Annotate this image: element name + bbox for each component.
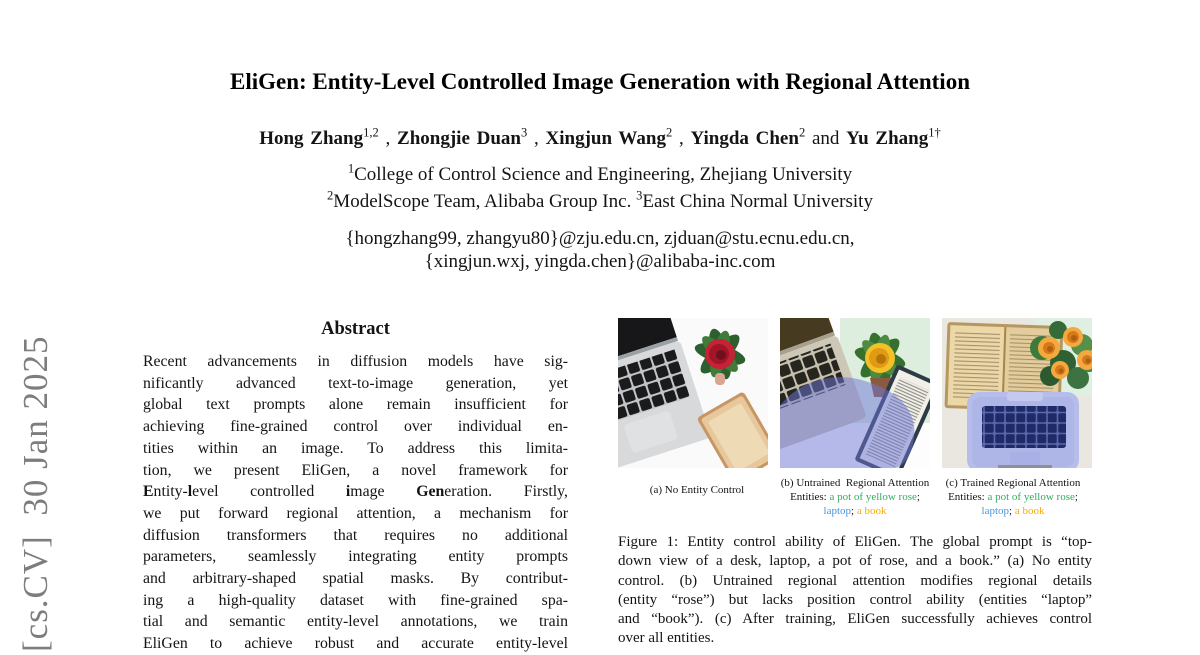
text-line: control. (b) Untrained regional attention modifies regional details [618,572,1092,589]
figure-image-no-entity-control [618,318,768,468]
abstract-body [143,351,568,655]
arxiv-watermark: [cs.CV] 30 Jan 2025 [16,335,55,652]
text-line: Entity-level controlled image Generation. Firstly, [143,483,568,501]
text-line: Figure 1: Entity control ability of EliGen. The global prompt is “top- [618,534,1092,550]
text-line: Entities: a pot of yellow rose; [790,491,920,503]
subcaption-a [618,476,776,518]
text-line: and arbitrary-shaped spatial masks. By contribut- [143,570,568,588]
text-line: ing a high-quality dataset with fine-grained spa- [143,591,568,609]
text-line: parameters, seamlessly integrating entity prompts [143,548,568,566]
text-line: laptop; a book [823,505,887,517]
text-line: we put forward regional attention, a mechanism for [143,504,568,522]
figure-1-subcaptions [618,476,1092,518]
subcaption-b [776,476,934,518]
text-line: (a) No Entity Control [649,484,745,496]
abstract-heading: Abstract [321,319,390,339]
text-line: {hongzhang99, zhangyu80}@zju.edu.cn, zjduan@stu.ecnu.edu.cn, [345,228,855,249]
text-line: (c) Trained Regional Attention [945,477,1081,489]
text-line: $^2$ModelScope Team, Alibaba Group Inc. $^3$East China Normal University [327,188,873,212]
text-line: Entities: a pot of yellow rose; [948,491,1078,503]
affiliations [0,162,1200,215]
text-line: (entity “rose”) but lacks position control ability (entities “laptop” [618,591,1092,608]
text-line: $^1$College of Control Science and Engineering, Zhejiang University [347,161,853,185]
text-line: EliGen to achieve robust and accurate entity-level [143,635,568,653]
text-line: tities within an image. To address this limita- [143,439,568,457]
text-line: {xingjun.wxj, yingda.chen}@alibaba-inc.com [424,251,776,272]
masked-laptop-illustration [967,392,1079,468]
subcaption-c [934,476,1092,518]
abstract-section [143,319,568,655]
figure-1-images [618,318,1092,468]
text-line: diffusion transformers that requires no additional [143,526,568,544]
text-line: tion, we present EliGen, a novel framework for [143,461,568,479]
text-line: global text prompts alone remain insufficient for [143,396,568,414]
text-line: Recent advancements in diffusion models have sig- [143,353,568,370]
text-line: laptop; a book [981,505,1045,517]
author-emails [0,227,1200,273]
text-line: tial and semantic entity-level annotations, we train [143,613,568,631]
figure-image-trained-regional-attention [942,318,1092,468]
text-line: and “book”). (c) After training, EliGen successfully achieves control [618,611,1092,628]
text-line: (b) Untrained Regional Attention [780,477,930,489]
text-line: down view of a desk, laptop, a pot of rose, and a book.” (a) No entity [618,553,1092,570]
figure-1 [618,318,1092,649]
figure-caption [618,533,1092,649]
text-line: achieving fine-grained control over individual en- [143,418,568,436]
text-line: nificantly advanced text-to-image generation, yet [143,374,568,392]
figure-image-untrained-regional-attention [780,318,930,468]
paper-title: EliGen: Entity-Level Controlled Image Generation with Regional Attention [229,69,970,94]
text-line: over all entities. [618,630,715,647]
author-line: Hong Zhang$^{1,2}$ , Zhongjie Duan$^3$ , Xingjun Wang$^2$ , Yingda Chen$^2$ and Yu Zhang$^{1\dagger}$ [259,125,941,149]
